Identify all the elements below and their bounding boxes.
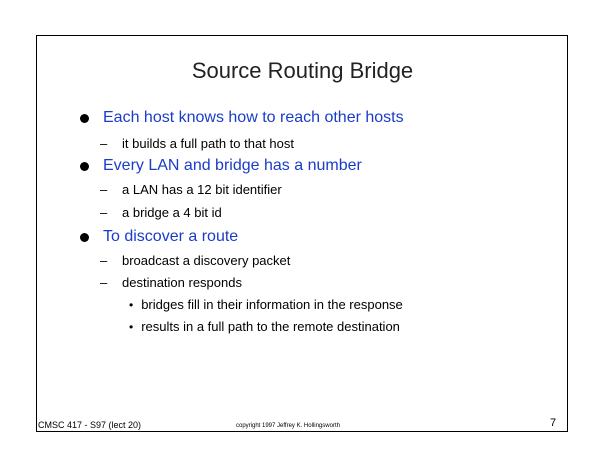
bullet-icon [80, 114, 89, 123]
dash-icon: – [100, 182, 108, 197]
slide-title: Source Routing Bridge [191, 58, 414, 83]
dash-icon: – [100, 136, 108, 151]
bullet-item [80, 228, 238, 246]
dot-icon: • [129, 319, 134, 334]
sub-sub-bullet-text: results in a full path to the remote destination [141, 319, 400, 334]
bullet-item [80, 157, 362, 175]
bullet-text: Every LAN and bridge has a number [103, 157, 362, 174]
sub-bullet-item [100, 205, 222, 220]
sub-sub-bullet-text: bridges fill in their information in the response [141, 297, 403, 312]
sub-bullet-text: it builds a full path to that host [122, 136, 294, 151]
sub-bullet-item [100, 253, 290, 268]
page-number: 7 [550, 417, 557, 429]
sub-sub-bullet-item [129, 319, 400, 334]
sub-bullet-item [100, 136, 294, 151]
dot-icon: • [129, 297, 134, 312]
footer-course-label: CMSC 417 - S97 (lect 20) [38, 420, 142, 430]
dash-icon: – [100, 205, 108, 220]
sub-sub-bullet-item [129, 297, 403, 312]
sub-bullet-text: destination responds [122, 275, 242, 290]
dash-icon: – [100, 253, 108, 268]
sub-bullet-text: a bridge a 4 bit id [122, 205, 222, 220]
footer-copyright: copyright 1997 Jeffrey K. Hollingsworth [236, 423, 340, 429]
bullet-icon [80, 162, 89, 171]
sub-bullet-text: a LAN has a 12 bit identifier [122, 182, 282, 197]
sub-bullet-item [100, 182, 282, 197]
bullet-text: To discover a route [103, 228, 239, 245]
bullet-item [80, 109, 404, 127]
dash-icon: – [100, 275, 108, 290]
sub-bullet-item [100, 275, 242, 290]
sub-bullet-text: broadcast a discovery packet [122, 253, 291, 268]
bullet-icon [80, 233, 89, 242]
bullet-text: Each host knows how to reach other hosts [103, 109, 404, 126]
